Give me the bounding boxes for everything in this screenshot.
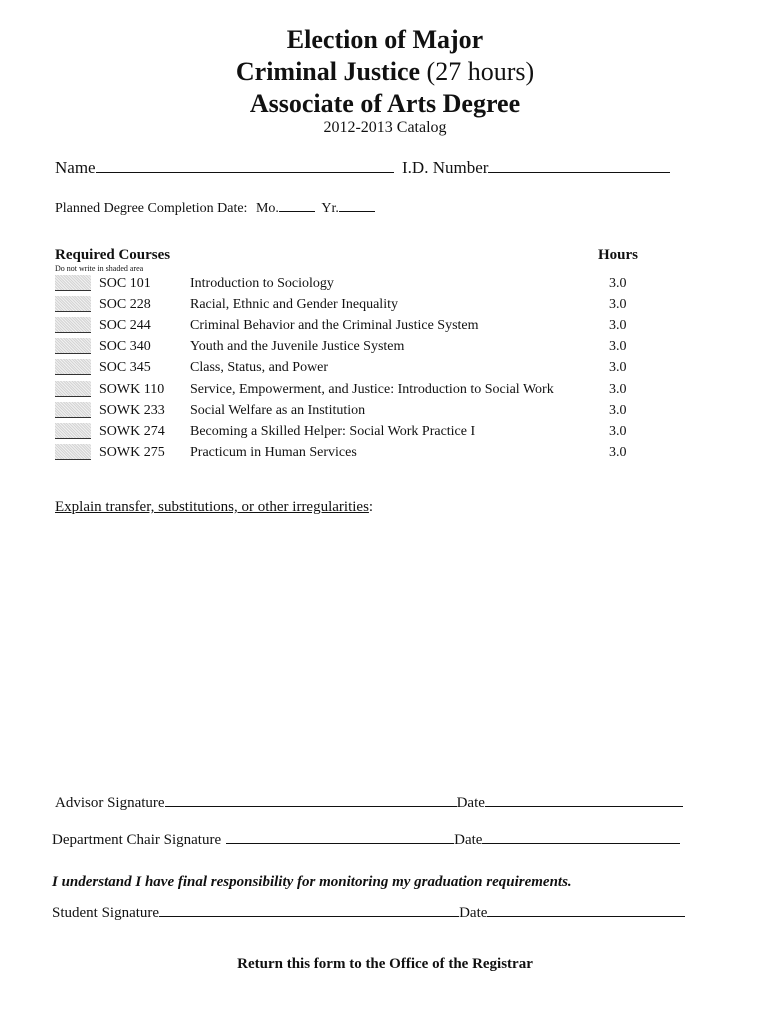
student-signature-line[interactable] bbox=[159, 902, 459, 917]
shaded-check-box bbox=[55, 381, 91, 397]
course-hours: 3.0 bbox=[609, 360, 627, 376]
id-field bbox=[402, 158, 670, 178]
course-row bbox=[0, 336, 770, 357]
course-row bbox=[0, 400, 770, 421]
course-code: SOC 244 bbox=[99, 318, 151, 334]
chair-signature-line[interactable] bbox=[226, 829, 454, 844]
course-title: Service, Empowerment, and Justice: Introduction to Social Work bbox=[190, 381, 554, 397]
shaded-check-box bbox=[55, 359, 91, 375]
course-title: Youth and the Juvenile Justice System bbox=[190, 339, 405, 355]
course-hours: 3.0 bbox=[609, 318, 627, 334]
course-row bbox=[0, 442, 770, 463]
course-row bbox=[0, 357, 770, 378]
shaded-area-note: Do not write in shaded area bbox=[55, 264, 144, 273]
course-title: Introduction to Sociology bbox=[190, 276, 334, 291]
course-title: Class, Status, and Power bbox=[190, 360, 329, 376]
course-code: SOWK 110 bbox=[99, 381, 165, 397]
shaded-check-box bbox=[55, 402, 91, 418]
name-field bbox=[55, 158, 394, 178]
title-line-3: Associate of Arts Degree bbox=[249, 89, 521, 118]
name-label: Name bbox=[55, 158, 96, 177]
advisor-date-label: Date bbox=[456, 795, 485, 811]
hours-header: Hours bbox=[598, 247, 639, 263]
course-title: Becoming a Skilled Helper: Social Work Practice I bbox=[190, 423, 476, 439]
chair-date-line[interactable] bbox=[482, 829, 680, 844]
completion-label: Planned Degree Completion Date: bbox=[55, 201, 248, 216]
explain-label: Explain transfer, substitutions, or other irregularities bbox=[55, 499, 369, 515]
course-title: Practicum in Human Services bbox=[190, 444, 357, 460]
month-label: Mo. bbox=[255, 201, 279, 216]
course-row bbox=[0, 421, 770, 442]
course-hours: 3.0 bbox=[609, 444, 627, 460]
course-code: SOWK 275 bbox=[99, 444, 165, 460]
explain-field[interactable]: Explain transfer, substitutions, or other irregularities: bbox=[55, 499, 374, 515]
course-code: SOC 101 bbox=[99, 276, 151, 291]
major-name: Criminal Justice bbox=[235, 57, 421, 86]
chair-signature-label: Department Chair Signature bbox=[52, 832, 222, 848]
responsibility-note: I understand I have final responsibility for monitoring my graduation requirements. bbox=[52, 874, 572, 890]
course-code: SOC 345 bbox=[99, 360, 151, 376]
course-hours: 3.0 bbox=[609, 276, 627, 291]
course-code: SOC 340 bbox=[99, 339, 151, 355]
course-row bbox=[0, 294, 770, 315]
advisor-date-line[interactable] bbox=[485, 792, 683, 807]
course-hours: 3.0 bbox=[609, 297, 627, 313]
month-input-line[interactable] bbox=[279, 199, 315, 212]
course-row bbox=[0, 315, 770, 336]
course-hours: 3.0 bbox=[609, 339, 627, 355]
year-input-line[interactable] bbox=[339, 199, 375, 212]
course-title: Racial, Ethnic and Gender Inequality bbox=[190, 297, 398, 313]
title-line-1: Election of Major bbox=[286, 25, 484, 54]
name-input-line[interactable] bbox=[96, 158, 394, 173]
advisor-signature-label: Advisor Signature bbox=[55, 795, 165, 811]
shaded-check-box bbox=[55, 444, 91, 460]
major-hours: (27 hours) bbox=[426, 57, 535, 86]
advisor-signature-line[interactable] bbox=[165, 792, 457, 807]
course-hours: 3.0 bbox=[609, 381, 627, 397]
course-code: SOWK 233 bbox=[99, 402, 165, 418]
catalog-year: 2012-2013 Catalog bbox=[323, 119, 447, 136]
chair-date-label: Date bbox=[454, 832, 483, 848]
student-signature-field bbox=[52, 902, 685, 922]
advisor-signature-field bbox=[55, 792, 683, 812]
course-code: SOC 228 bbox=[99, 297, 151, 313]
title-line-2 bbox=[0, 57, 770, 87]
course-row bbox=[0, 379, 770, 400]
student-signature-label: Student Signature bbox=[52, 905, 160, 921]
course-row bbox=[0, 273, 770, 294]
course-hours: 3.0 bbox=[609, 402, 627, 418]
course-title: Social Welfare as an Institution bbox=[190, 402, 366, 418]
course-hours: 3.0 bbox=[609, 423, 627, 439]
shaded-check-box bbox=[55, 423, 91, 439]
shaded-check-box bbox=[55, 338, 91, 354]
return-instructions: Return this form to the Office of the Registrar bbox=[237, 956, 533, 972]
required-courses-header: Required Courses bbox=[55, 247, 171, 263]
completion-date-field bbox=[55, 199, 375, 217]
chair-signature-field bbox=[52, 829, 680, 849]
course-title: Criminal Behavior and the Criminal Justice System bbox=[190, 318, 479, 334]
year-label: Yr. bbox=[321, 201, 339, 216]
id-input-line[interactable] bbox=[488, 158, 670, 173]
shaded-check-box bbox=[55, 296, 91, 312]
id-label: I.D. Number bbox=[402, 158, 489, 177]
shaded-check-box bbox=[55, 317, 91, 333]
course-code: SOWK 274 bbox=[99, 423, 165, 439]
student-date-line[interactable] bbox=[487, 902, 685, 917]
shaded-check-box bbox=[55, 275, 91, 291]
student-date-label: Date bbox=[459, 905, 488, 921]
